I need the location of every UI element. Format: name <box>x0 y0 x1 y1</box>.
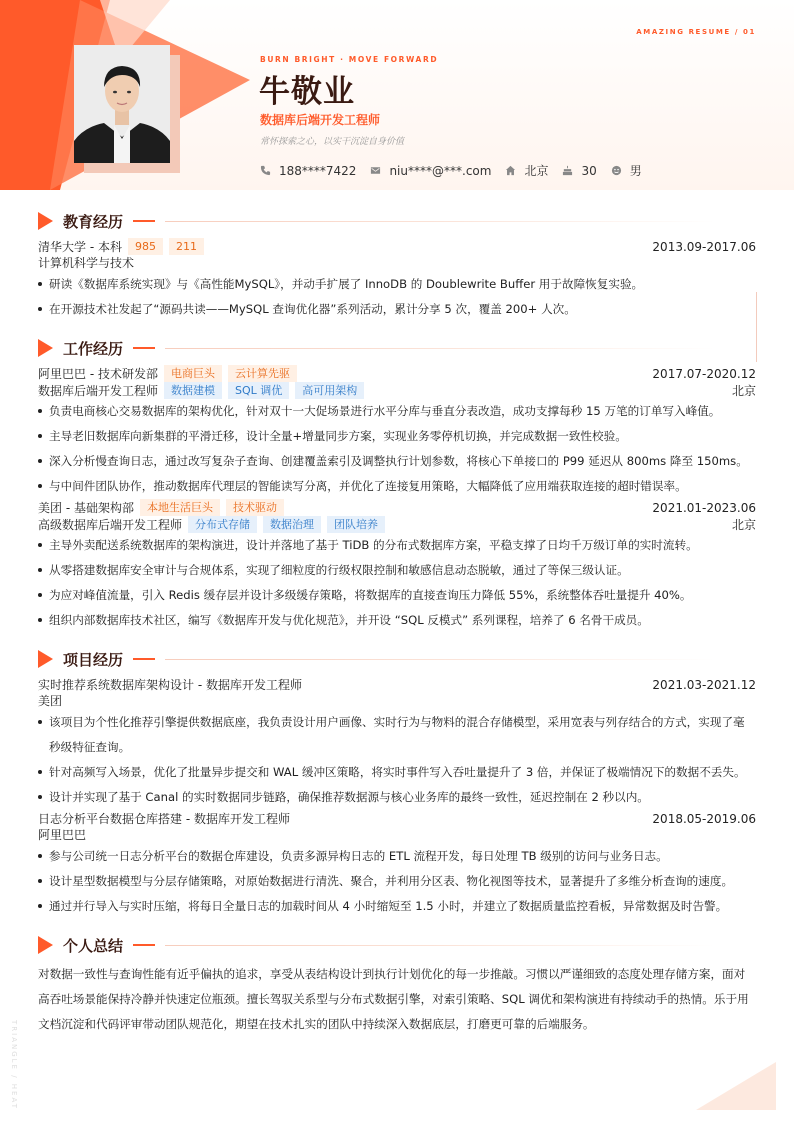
section-education-header <box>38 210 756 232</box>
work-date: 2017.07-2020.12 <box>652 366 756 381</box>
list-item: 组织内部数据库技术社区，编写《数据库开发与优化规范》，并开设 “SQL 反模式” 系列课程，培养了 6 名骨干成员。 <box>38 608 756 633</box>
work-title-row <box>38 516 756 533</box>
candidate-name: 牛敬业 <box>259 74 355 110</box>
project-date: 2021.03-2021.12 <box>652 677 756 692</box>
candidate-quote: 常怀探索之心，以实干沉淀自身价值 <box>260 137 405 147</box>
list-item: 该项目为个性化推荐引擎提供数据底座，我负责设计用户画像、实时行为与物料的混合存储模型，采用宽表与列存结合的方式，实现了毫秒级特征查询。 <box>38 710 756 760</box>
triangle-bullet-icon <box>38 212 53 230</box>
list-item: 通过并行导入与实时压缩，将每日全量日志的加载时间从 4 小时缩短至 1.5 小时，并建立了数据质量监控看板，异常数据及时告警。 <box>38 894 756 919</box>
decorative-vertical-line <box>756 292 757 362</box>
triangle-bullet-icon <box>38 936 53 954</box>
skill-tag: 分布式存储 <box>188 516 257 533</box>
school-tag: 211 <box>169 238 204 255</box>
person-icon <box>611 165 622 176</box>
avatar <box>74 45 170 163</box>
company-tag: 技术驱动 <box>226 499 284 516</box>
school-tag: 985 <box>128 238 163 255</box>
summary-text: 对数据一致性与查询性能有近乎偏执的追求，享受从表结构设计到执行计划优化的每一步推敲。习惯以严谨细致的态度处理存储方案，面对高吞吐场景能保持冷静并快速定位瓶颈。擅长驾驭关系型与分布式数据引擎，对索引策略、SQL 调优和架构演进有持续动手的热情。乐于用文档沉淀和代码评审带动团队规范化，期望在技术扎实的团队中持续深入数据底层，打磨更可靠的后端服务。 <box>38 967 749 1031</box>
company-name: 美团 - 基础架构部 <box>38 501 134 515</box>
section-title: 教育经历 <box>63 212 124 231</box>
company-tag: 本地生活巨头 <box>140 499 220 516</box>
footer-triangle <box>696 1062 776 1110</box>
contact-gender: 男 <box>611 162 642 179</box>
company-name: 阿里巴巴 - 技术研发部 <box>38 367 158 381</box>
motto: BURN BRIGHT · MOVE FORWARD <box>260 55 439 64</box>
work-title-row <box>38 382 756 399</box>
education-row <box>38 238 756 255</box>
section-divider <box>165 348 715 349</box>
project-name: 日志分析平台数据仓库搭建 - 数据库开发工程师 <box>38 812 290 826</box>
triangle-bullet-icon <box>38 339 53 357</box>
project-name: 实时推荐系统数据库架构设计 - 数据库开发工程师 <box>38 678 302 692</box>
section-title: 个人总结 <box>63 936 124 955</box>
project-row <box>38 810 756 827</box>
section-dash <box>133 220 155 222</box>
school-name: 清华大学 - 本科 <box>38 240 122 254</box>
list-item: 设计并实现了基于 Canal 的实时数据同步链路，确保推荐数据源与核心业务库的最终一致性，延迟控制在 2 秒以内。 <box>38 785 756 810</box>
corner-tag: AMAZING RESUME / 01 <box>636 28 756 36</box>
list-item: 为应对峰值流量，引入 Redis 缓存层并设计多级缓存策略，将数据库的直接查询压力降低 55%，系统整体吞吐量提升 40%。 <box>38 583 756 608</box>
contact-bar <box>260 162 656 179</box>
section-summary-header <box>38 934 756 956</box>
skill-tag: 高可用架构 <box>295 382 364 399</box>
section-divider <box>165 221 715 222</box>
side-watermark: TRIANGLE / HEAT <box>10 1020 18 1110</box>
section-projects-header <box>38 648 756 670</box>
mail-icon <box>370 165 381 176</box>
section-dash <box>133 658 155 660</box>
project-org: 阿里巴巴 <box>38 828 87 842</box>
job-title: 高级数据库后端开发工程师 <box>38 518 183 532</box>
education-major: 计算机科学与技术 <box>38 256 135 270</box>
skill-tag: SQL 调优 <box>228 382 289 399</box>
list-item: 在开源技术社发起了“源码共读——MySQL 查询优化器”系列活动，累计分享 5 次，覆盖 200+ 人次。 <box>38 297 756 322</box>
contact-age: 30 <box>562 164 596 178</box>
work-bullets <box>38 399 756 499</box>
skill-tag: 团队培养 <box>327 516 385 533</box>
section-title: 项目经历 <box>63 650 124 669</box>
project-bullets <box>38 710 756 810</box>
skill-tag: 数据建模 <box>164 382 222 399</box>
phone-icon <box>260 165 271 176</box>
section-divider <box>165 945 715 946</box>
list-item: 负责电商核心交易数据库的架构优化，针对双十一大促场景进行水平分库与垂直分表改造，成功支撑每秒 15 万笔的订单写入峰值。 <box>38 399 756 424</box>
list-item: 深入分析慢查询日志，通过改写复杂子查询、创建覆盖索引及调整执行计划参数，将核心下单接口的 P99 延迟从 800ms 降至 150ms。 <box>38 449 756 474</box>
list-item: 研读《数据库系统实现》与《高性能MySQL》，并动手扩展了 InnoDB 的 Doublewrite Buffer 用于故障恢复实验。 <box>38 272 756 297</box>
section-divider <box>165 659 715 660</box>
list-item: 针对高频写入场景，优化了批量异步提交和 WAL 缓冲区策略，将实时事件写入吞吐量提升了 3 倍，并保证了极端情况下的数据不丢失。 <box>38 760 756 785</box>
job-title: 数据库后端开发工程师 <box>38 384 159 398</box>
resume-body <box>38 210 756 1037</box>
contact-email: niu****@***.com <box>370 164 491 178</box>
company-tag: 电商巨头 <box>164 365 222 382</box>
list-item: 参与公司统一日志分析平台的数据仓库建设，负责多源异构日志的 ETL 流程开发，每日处理 TB 级别的访问与业务日志。 <box>38 844 756 869</box>
triangle-bullet-icon <box>38 650 53 668</box>
cake-icon <box>562 165 573 176</box>
education-bullets <box>38 272 756 322</box>
section-dash <box>133 347 155 349</box>
section-title: 工作经历 <box>63 339 124 358</box>
list-item: 从零搭建数据库安全审计与合规体系，实现了细粒度的行级权限控制和敏感信息动态脱敏，通过了等保三级认证。 <box>38 558 756 583</box>
candidate-role: 数据库后端开发工程师 <box>260 113 381 127</box>
list-item: 主导老旧数据库向新集群的平滑迁移，设计全量+增量同步方案，实现业务零停机切换，并完成数据一致性校验。 <box>38 424 756 449</box>
work-date: 2021.01-2023.06 <box>652 500 756 515</box>
project-row <box>38 676 756 693</box>
company-tag: 云计算先驱 <box>228 365 297 382</box>
home-icon <box>505 165 516 176</box>
project-date: 2018.05-2019.06 <box>652 811 756 826</box>
list-item: 与中间件团队协作，推动数据库代理层的智能读写分离，并优化了连接复用策略，大幅降低了应用端获取连接的超时错误率。 <box>38 474 756 499</box>
project-bullets <box>38 844 756 919</box>
list-item: 主导外卖配送系统数据库的架构演进，设计并落地了基于 TiDB 的分布式数据库方案，平稳支撑了日均千万级订单的实时流转。 <box>38 533 756 558</box>
work-bullets <box>38 533 756 633</box>
work-city: 北京 <box>731 384 756 398</box>
contact-phone: 188****7422 <box>260 164 356 178</box>
education-date: 2013.09-2017.06 <box>652 239 756 254</box>
list-item: 设计星型数据模型与分层存储策略，对原始数据进行清洗、聚合，并利用分区表、物化视图等技术，显著提升了多维分析查询的速度。 <box>38 869 756 894</box>
work-city: 北京 <box>731 518 756 532</box>
contact-city: 北京 <box>505 162 548 179</box>
project-org: 美团 <box>38 694 63 708</box>
skill-tag: 数据治理 <box>263 516 321 533</box>
section-work-header <box>38 337 756 359</box>
section-dash <box>133 944 155 946</box>
work-company-row <box>38 499 756 516</box>
work-company-row <box>38 365 756 382</box>
